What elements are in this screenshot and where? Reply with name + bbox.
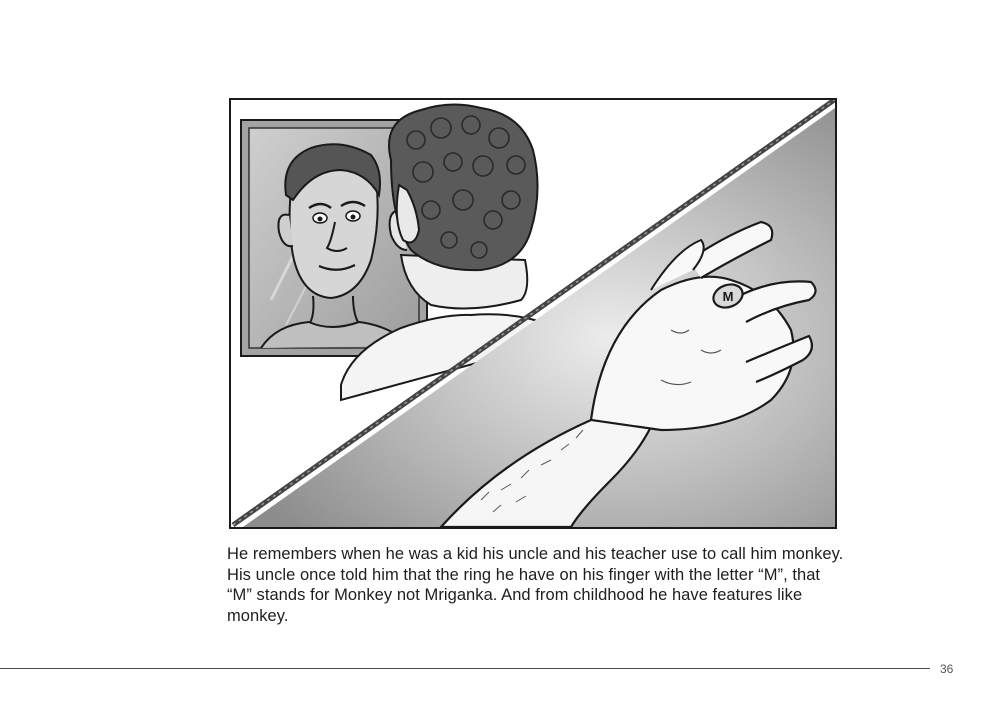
footer-divider <box>0 668 930 669</box>
illustration-drawing <box>231 100 835 527</box>
page-number: 36 <box>940 662 954 676</box>
story-caption: He remembers when he was a kid his uncle and his teacher use to call him monkey. His uncle once told him that the ring he have on his finger with the letter “M”, that “M” stands for Monkey not Mriganka. And from childhood he have features like monkey. <box>227 545 844 625</box>
illustration-panel <box>229 98 837 529</box>
ring-letter: M <box>722 289 734 304</box>
